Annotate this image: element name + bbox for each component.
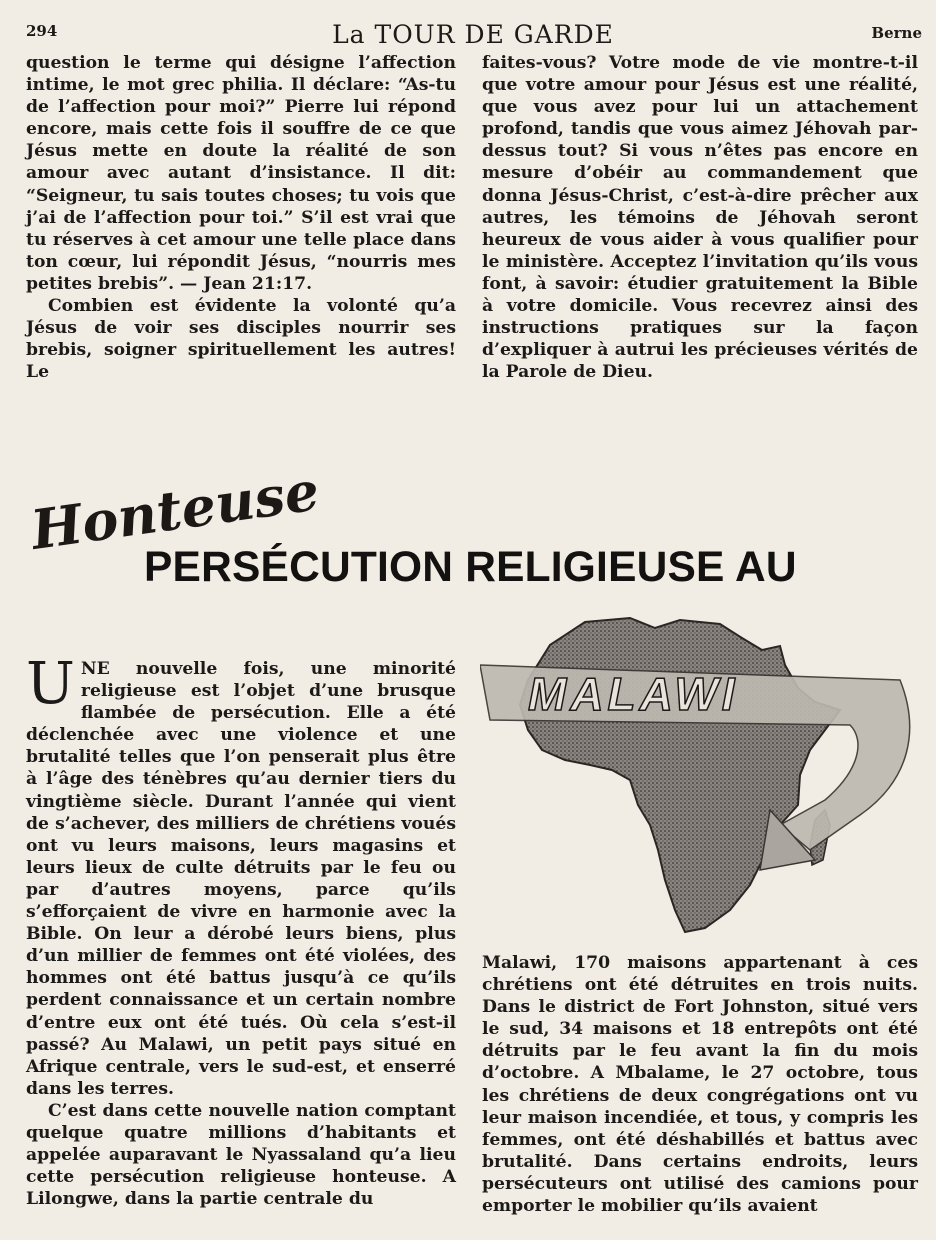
top-right-column — [482, 52, 918, 383]
body-paragraph: C’est dans cette nouvelle nation comptant quelque quatre millions d’habitants et appelée auparavant le Nyassaland qu’a lieu cette persécution religieuse honteuse. A Lilongwe, dans la partie centrale du — [26, 1100, 456, 1210]
page-number: 294 — [26, 22, 58, 40]
drop-cap: U — [26, 649, 75, 717]
africa-shape — [520, 618, 840, 932]
body-paragraph: Combien est évidente la volonté qu’a Jésus de voir ses disciples nourrir ses brebis, soigner spirituellement les autres! Le — [26, 296, 456, 383]
map-banner-label: MALAWI — [528, 668, 739, 720]
lead-text: NE nouvelle fois, une minorité religieuse est l’objet d’une brusque flambée de persécution. Elle a été déclenchée avec une violence et une brutalité telles que l’on penserait plus être à l’âge des ténèbres qu’au dernier tiers du vingtième siècle. Durant l’année qui vient de s’achever, des milliers de chrétiens voués ont vu leurs maisons, leurs magasins et leurs lieux de culte détruits par le feu ou par d’autres moyens, parce qu’ils s’efforçaient de vivre en harmonie avec la Bible. On leur a dérobé leurs biens, plus d’un millier de femmes ont été violées, des hommes ont été battus jusqu’à ce qu’ils perdent connaissance et un certain nombre d’entre eux ont été tués. Où cela s’est-il passé? Au Malawi, un petit pays situé en Afrique centrale, vers le sud-est, et enserré dans les terres. — [26, 659, 456, 1099]
article-left-column — [26, 649, 456, 1210]
body-paragraph: question le terme qui désigne l’affection intime, le mot grec philia. Il déclare: “As-tu de l’affection pour moi?” Pierre lui répond encore, mais cette fois il souffre de ce que Jésus mette en doute la réalité de son amour avec autant d’insistance. Il dit: “Seigneur, tu sais toutes choses; tu vois que j’ai de l’affection pour toi.” S’il est vrai que tu réserves à cet amour une telle place dans ton cœur, lui répondit Jésus, “nourris mes petites brebis”. — Jean 21:17. — [26, 53, 456, 294]
top-left-column — [26, 52, 456, 383]
title-script-word: Honteuse — [27, 458, 323, 562]
article-title — [26, 458, 926, 615]
body-paragraph: faites-vous? Votre mode de vie montre-t-il que votre amour pour Jésus est une réalité, que vous avez pour lui un attachement profond, tandis que vous aimez Jéhovah par-dessus tout? Si vous n’êtes pas encore en mesure d’obéir au commandement que donna Jésus-Christ, c’est-à-dire prêcher aux autres, les témoins de Jéhovah seront heureux de vous aider à vous qualifier pour le ministère. Acceptez l’invitation qu’ils vous font, à savoir: étudier gratuitement la Bible à votre domicile. Vous recevrez ainsi des instructions pratiques sur la façon d’expliquer à autrui les précieuses vérités de la Parole de Dieu. — [482, 53, 918, 383]
africa-map-illustration — [480, 610, 920, 935]
page-header — [24, 20, 922, 52]
title-main-text: PERSÉCUTION RELIGIEUSE AU — [144, 544, 797, 591]
article-right-column — [482, 952, 918, 1217]
body-paragraph: Malawi, 170 maisons appartenant à ces chrétiens ont été détruites en trois nuits. Dans le district de Fort Johnston, situé vers le sud, 34 maisons et 18 entrepôts ont été détruits par le feu avant la fin du mois d’octobre. A Mbalame, le 27 octobre, tous les chrétiens de deux congrégations ont vu leur maison incendiée, et tous, y compris les femmes, ont été déshabillés et battus avec brutalité. Dans certains endroits, leurs persécuteurs ont utilisé des camions pour emporter le mobilier qu’ils avaient — [482, 953, 918, 1217]
edition-label: Berne — [871, 24, 922, 42]
body-paragraph — [26, 649, 456, 1100]
journal-title: La TOUR DE GARDE — [332, 20, 614, 49]
